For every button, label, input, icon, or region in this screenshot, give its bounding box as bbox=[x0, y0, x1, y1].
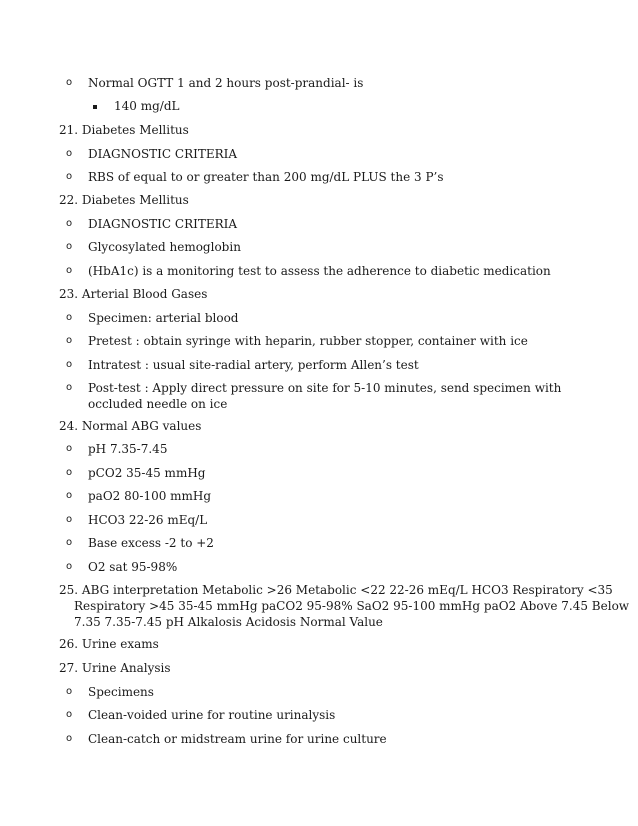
list-item: RBS of equal to or greater than 200 mg/dL PLUS the 3 P’s bbox=[88, 170, 444, 184]
list-item: DIAGNOSTIC CRITERIA bbox=[88, 147, 238, 161]
list-item: Base excess -2 to +2 bbox=[88, 536, 214, 550]
list-item: Clean-voided urine for routine urinalysis bbox=[88, 708, 336, 722]
numbered-heading: 21. Diabetes Mellitus bbox=[59, 123, 189, 137]
list-item: Specimen: arterial blood bbox=[88, 311, 239, 325]
list-bullet: o bbox=[66, 77, 73, 88]
list-bullet: o bbox=[66, 218, 73, 229]
numbered-paragraph: 25. ABG interpretation Metabolic >26 Metabolic <22 22-26 mEq/L HCO3 Respiratory <35 bbox=[59, 583, 613, 597]
list-item: HCO3 22-26 mEq/L bbox=[88, 513, 208, 527]
list-bullet: o bbox=[66, 148, 73, 159]
numbered-heading: 26. Urine exams bbox=[59, 637, 159, 651]
list-bullet: o bbox=[66, 335, 73, 346]
list-bullet: o bbox=[66, 382, 73, 393]
list-bullet: o bbox=[66, 733, 73, 744]
list-item: Pretest : obtain syringe with heparin, rubber stopper, container with ice bbox=[88, 334, 528, 348]
list-bullet: o bbox=[66, 490, 73, 501]
list-bullet: o bbox=[66, 359, 73, 370]
list-bullet: o bbox=[66, 686, 73, 697]
list-item: Glycosylated hemoglobin bbox=[88, 240, 241, 254]
list-item: Intratest : usual site-radial artery, perform Allen’s test bbox=[88, 358, 419, 372]
numbered-heading: 23. Arterial Blood Gases bbox=[59, 287, 208, 301]
list-item: Clean-catch or midstream urine for urine culture bbox=[88, 732, 387, 746]
list-item: Normal OGTT 1 and 2 hours post-prandial- is bbox=[88, 76, 364, 90]
list-bullet: o bbox=[66, 537, 73, 548]
list-item: 140 mg/dL bbox=[114, 99, 180, 113]
list-bullet: o bbox=[66, 241, 73, 252]
numbered-heading: 27. Urine Analysis bbox=[59, 661, 171, 675]
list-item: DIAGNOSTIC CRITERIA bbox=[88, 217, 238, 231]
list-item: pH 7.35-7.45 bbox=[88, 442, 168, 456]
list-item: paO2 80-100 mmHg bbox=[88, 489, 212, 503]
list-bullet: o bbox=[66, 709, 73, 720]
list-item: Specimens bbox=[88, 685, 154, 699]
numbered-heading: 24. Normal ABG values bbox=[59, 419, 202, 433]
list-bullet: o bbox=[66, 467, 73, 478]
list-bullet: o bbox=[66, 514, 73, 525]
numbered-heading: 22. Diabetes Mellitus bbox=[59, 193, 189, 207]
list-item: (HbA1c) is a monitoring test to assess the adherence to diabetic medication bbox=[88, 264, 551, 278]
square-bullet-icon bbox=[93, 105, 97, 109]
paragraph-continuation: Respiratory >45 35-45 mmHg paCO2 95-98% SaO2 95-100 mmHg paO2 Above 7.45 Below bbox=[74, 599, 630, 613]
list-bullet: o bbox=[66, 171, 73, 182]
list-item: pCO2 35-45 mmHg bbox=[88, 466, 206, 480]
list-item-continuation: occluded needle on ice bbox=[88, 397, 228, 411]
paragraph-continuation: 7.35 7.35-7.45 pH Alkalosis Acidosis Normal Value bbox=[74, 615, 383, 629]
list-item: Post-test : Apply direct pressure on site for 5-10 minutes, send specimen with bbox=[88, 381, 562, 395]
list-bullet: o bbox=[66, 443, 73, 454]
list-bullet: o bbox=[66, 312, 73, 323]
list-item: O2 sat 95-98% bbox=[88, 560, 178, 574]
list-bullet: o bbox=[66, 561, 73, 572]
list-bullet: o bbox=[66, 265, 73, 276]
